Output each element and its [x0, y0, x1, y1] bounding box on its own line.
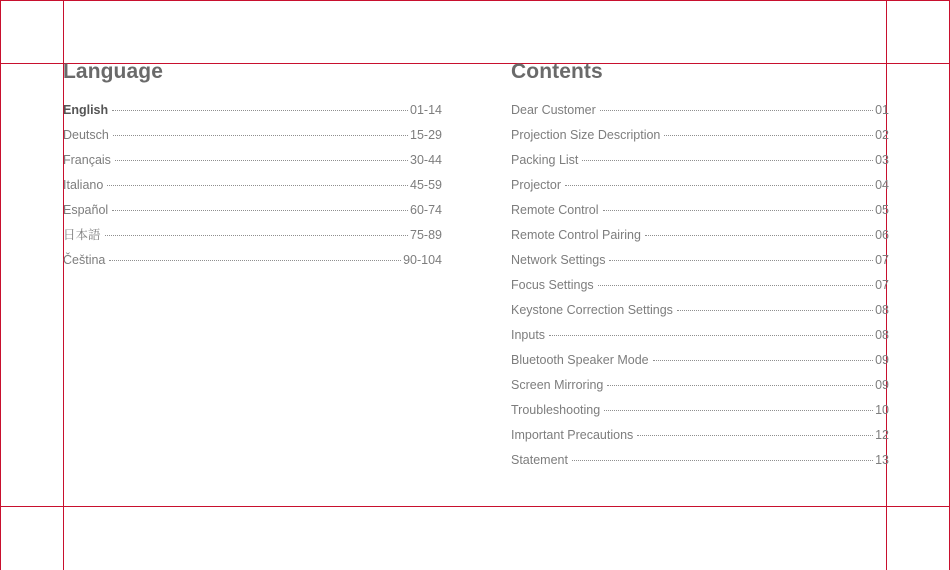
- language-label: Français: [63, 153, 111, 167]
- page-range: 01-14: [410, 103, 442, 117]
- page-number: 01: [875, 103, 889, 117]
- page-number: 09: [875, 378, 889, 392]
- page-number: 08: [875, 328, 889, 342]
- dot-leader: [677, 310, 873, 311]
- language-item[interactable]: [63, 148, 442, 173]
- contents-label: Bluetooth Speaker Mode: [511, 353, 649, 367]
- language-item[interactable]: [63, 248, 442, 273]
- contents-label: Inputs: [511, 328, 546, 342]
- dot-leader: [115, 160, 408, 161]
- page-number: 12: [875, 428, 889, 442]
- contents-label: Troubleshooting: [511, 403, 601, 417]
- dot-leader: [609, 260, 873, 261]
- dot-leader: [603, 210, 874, 211]
- crop-line-bottom-inner: [0, 506, 950, 507]
- crop-line-top-outer: [0, 0, 950, 1]
- contents-item[interactable]: [511, 398, 889, 423]
- page-number: 03: [875, 153, 889, 167]
- dot-leader: [664, 135, 873, 136]
- dot-leader: [565, 185, 873, 186]
- page-number: 05: [875, 203, 889, 217]
- contents-item[interactable]: [511, 373, 889, 398]
- language-heading: Language: [63, 60, 163, 83]
- language-list: [63, 98, 442, 273]
- page-range: 30-44: [410, 153, 442, 167]
- page-range: 75-89: [410, 228, 442, 242]
- dot-leader: [653, 360, 874, 361]
- contents-label: Screen Mirroring: [511, 378, 604, 392]
- dot-leader: [582, 160, 873, 161]
- page-range: 90-104: [403, 253, 442, 267]
- page-number: 04: [875, 178, 889, 192]
- dot-leader: [112, 210, 408, 211]
- dot-leader: [549, 335, 873, 336]
- page-number: 06: [875, 228, 889, 242]
- language-item[interactable]: [63, 198, 442, 223]
- contents-label: Network Settings: [511, 253, 606, 267]
- crop-line-left-outer: [0, 0, 1, 570]
- dot-leader: [109, 260, 401, 261]
- language-item[interactable]: [63, 173, 442, 198]
- contents-heading: Contents: [511, 60, 603, 83]
- dot-leader: [598, 285, 873, 286]
- dot-leader: [105, 235, 409, 236]
- contents-label: Packing List: [511, 153, 579, 167]
- dot-leader: [637, 435, 873, 436]
- page-number: 09: [875, 353, 889, 367]
- contents-item[interactable]: [511, 298, 889, 323]
- language-item[interactable]: [63, 98, 442, 123]
- page-range: 45-59: [410, 178, 442, 192]
- contents-label: Dear Customer: [511, 103, 596, 117]
- contents-item[interactable]: [511, 98, 889, 123]
- contents-label: Focus Settings: [511, 278, 594, 292]
- language-label: Italiano: [63, 178, 104, 192]
- contents-label: Important Precautions: [511, 428, 634, 442]
- contents-item[interactable]: [511, 248, 889, 273]
- contents-item[interactable]: [511, 448, 889, 473]
- language-label: 日本語: [63, 228, 101, 242]
- contents-label: Statement: [511, 453, 568, 467]
- dot-leader: [645, 235, 873, 236]
- language-label: Español: [63, 203, 109, 217]
- dot-leader: [607, 385, 873, 386]
- contents-label: Remote Control: [511, 203, 599, 217]
- language-item[interactable]: [63, 223, 442, 248]
- page-number: 08: [875, 303, 889, 317]
- dot-leader: [600, 110, 873, 111]
- page-number: 07: [875, 253, 889, 267]
- dot-leader: [113, 135, 408, 136]
- contents-item[interactable]: [511, 198, 889, 223]
- contents-item[interactable]: [511, 323, 889, 348]
- contents-item[interactable]: [511, 148, 889, 173]
- page-number: 13: [875, 453, 889, 467]
- contents-label: Projector: [511, 178, 562, 192]
- dot-leader: [112, 110, 408, 111]
- contents-label: Remote Control Pairing: [511, 228, 641, 242]
- contents-list: [511, 98, 889, 473]
- contents-label: Keystone Correction Settings: [511, 303, 673, 317]
- language-label: Čeština: [63, 253, 106, 267]
- page-number: 02: [875, 128, 889, 142]
- dot-leader: [572, 460, 873, 461]
- contents-label: Projection Size Description: [511, 128, 661, 142]
- dot-leader: [604, 410, 873, 411]
- contents-item[interactable]: [511, 423, 889, 448]
- contents-item[interactable]: [511, 123, 889, 148]
- page-number: 07: [875, 278, 889, 292]
- contents-item[interactable]: [511, 273, 889, 298]
- page-range: 15-29: [410, 128, 442, 142]
- contents-item[interactable]: [511, 348, 889, 373]
- crop-line-left-inner: [63, 0, 64, 570]
- contents-item[interactable]: [511, 223, 889, 248]
- dot-leader: [107, 185, 408, 186]
- language-label: Deutsch: [63, 128, 109, 142]
- language-label: English: [63, 103, 109, 117]
- language-item[interactable]: [63, 123, 442, 148]
- page-number: 10: [875, 403, 889, 417]
- contents-item[interactable]: [511, 173, 889, 198]
- page-range: 60-74: [410, 203, 442, 217]
